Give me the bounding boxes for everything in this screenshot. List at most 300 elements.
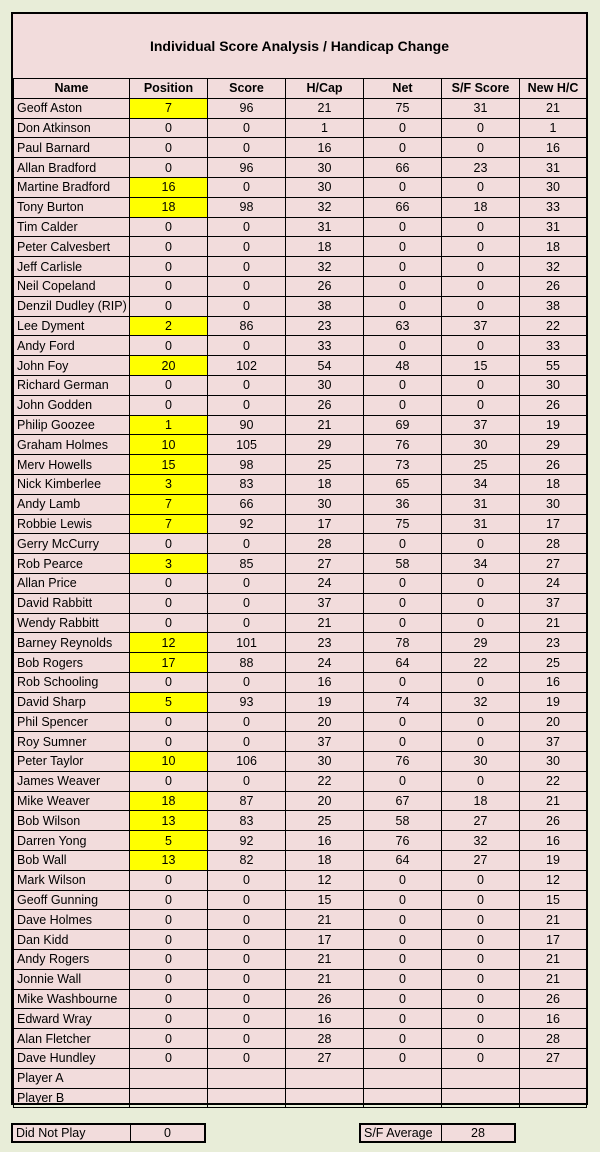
cell-hcap: 28: [286, 1029, 364, 1049]
cell-score: 0: [208, 890, 286, 910]
cell-hcap: 28: [286, 534, 364, 554]
cell-hcap: 25: [286, 811, 364, 831]
table-row: [14, 633, 587, 653]
cell-name: Roy Sumner: [14, 732, 130, 752]
cell-sf-score: 0: [442, 237, 520, 257]
cell-position: 0: [130, 534, 208, 554]
cell-sf-score: 32: [442, 831, 520, 851]
cell-sf-score: 0: [442, 1049, 520, 1069]
cell-net: 0: [364, 593, 442, 613]
cell-sf-score: 37: [442, 415, 520, 435]
cell-position: 7: [130, 98, 208, 118]
cell-score: 0: [208, 395, 286, 415]
cell-hcap: 37: [286, 732, 364, 752]
cell-hcap: 22: [286, 771, 364, 791]
cell-net: 76: [364, 435, 442, 455]
cell-position: 0: [130, 732, 208, 752]
cell-net: 78: [364, 633, 442, 653]
cell-sf-score: 0: [442, 1009, 520, 1029]
table-row: [14, 870, 587, 890]
cell-name: Bob Rogers: [14, 653, 130, 673]
cell-sf-score: 0: [442, 771, 520, 791]
cell-new-hc: 19: [520, 851, 587, 871]
cell-name: Geoff Gunning: [14, 890, 130, 910]
table-row: [14, 851, 587, 871]
cell-score: 0: [208, 276, 286, 296]
table-row: [14, 712, 587, 732]
cell-sf-score: [442, 1068, 520, 1088]
cell-net: 0: [364, 257, 442, 277]
cell-hcap: 16: [286, 672, 364, 692]
cell-hcap: 18: [286, 851, 364, 871]
table-row: [14, 969, 587, 989]
table-header-row: [14, 79, 587, 99]
column-header-name: Name: [14, 79, 130, 99]
cell-hcap: 30: [286, 494, 364, 514]
cell-position: 2: [130, 316, 208, 336]
cell-hcap: 30: [286, 375, 364, 395]
cell-hcap: 21: [286, 969, 364, 989]
cell-sf-score: 23: [442, 158, 520, 178]
cell-name: Barney Reynolds: [14, 633, 130, 653]
sf-average-box: [359, 1123, 516, 1143]
cell-net: 66: [364, 158, 442, 178]
table-row: [14, 276, 587, 296]
cell-score: 96: [208, 158, 286, 178]
cell-score: 0: [208, 237, 286, 257]
cell-hcap: 16: [286, 138, 364, 158]
cell-score: 106: [208, 752, 286, 772]
cell-net: 74: [364, 692, 442, 712]
cell-sf-score: 25: [442, 455, 520, 475]
cell-hcap: 18: [286, 474, 364, 494]
cell-name: Merv Howells: [14, 455, 130, 475]
cell-score: 105: [208, 435, 286, 455]
cell-new-hc: 25: [520, 653, 587, 673]
cell-position: 0: [130, 138, 208, 158]
cell-net: 48: [364, 356, 442, 376]
cell-position: 10: [130, 752, 208, 772]
cell-position: 0: [130, 613, 208, 633]
table-row: [14, 138, 587, 158]
cell-new-hc: 15: [520, 890, 587, 910]
cell-name: Mike Washbourne: [14, 989, 130, 1009]
cell-hcap: 32: [286, 257, 364, 277]
cell-position: 18: [130, 791, 208, 811]
cell-sf-score: 0: [442, 613, 520, 633]
cell-net: 76: [364, 752, 442, 772]
cell-score: 0: [208, 217, 286, 237]
cell-hcap: 29: [286, 435, 364, 455]
cell-score: 0: [208, 712, 286, 732]
table-row: [14, 296, 587, 316]
cell-net: 0: [364, 969, 442, 989]
cell-name: Andy Rogers: [14, 950, 130, 970]
cell-new-hc: 32: [520, 257, 587, 277]
table-row: [14, 593, 587, 613]
cell-position: 3: [130, 554, 208, 574]
cell-net: 0: [364, 237, 442, 257]
cell-position: [130, 1068, 208, 1088]
cell-score: 96: [208, 98, 286, 118]
cell-new-hc: 1: [520, 118, 587, 138]
cell-hcap: 37: [286, 593, 364, 613]
cell-new-hc: 22: [520, 316, 587, 336]
cell-new-hc: 26: [520, 455, 587, 475]
cell-name: Bob Wilson: [14, 811, 130, 831]
score-table-body: [14, 98, 587, 1108]
cell-score: 0: [208, 534, 286, 554]
cell-new-hc: 27: [520, 1049, 587, 1069]
cell-name: Peter Calvesbert: [14, 237, 130, 257]
cell-hcap: 30: [286, 177, 364, 197]
cell-new-hc: 26: [520, 811, 587, 831]
cell-score: 0: [208, 336, 286, 356]
cell-name: James Weaver: [14, 771, 130, 791]
cell-hcap: 33: [286, 336, 364, 356]
cell-net: 0: [364, 910, 442, 930]
cell-hcap: 27: [286, 554, 364, 574]
column-header-score: Score: [208, 79, 286, 99]
cell-net: 0: [364, 118, 442, 138]
cell-new-hc: 26: [520, 395, 587, 415]
cell-hcap: [286, 1088, 364, 1108]
cell-new-hc: 17: [520, 930, 587, 950]
table-row: [14, 415, 587, 435]
cell-name: Mike Weaver: [14, 791, 130, 811]
cell-position: 0: [130, 1049, 208, 1069]
cell-new-hc: 55: [520, 356, 587, 376]
cell-net: 76: [364, 831, 442, 851]
cell-position: 0: [130, 257, 208, 277]
cell-position: 15: [130, 455, 208, 475]
cell-name: Peter Taylor: [14, 752, 130, 772]
cell-position: 7: [130, 514, 208, 534]
cell-hcap: 32: [286, 197, 364, 217]
cell-score: 0: [208, 573, 286, 593]
column-header-position: Position: [130, 79, 208, 99]
table-row: [14, 950, 587, 970]
cell-sf-score: 0: [442, 217, 520, 237]
cell-hcap: 20: [286, 712, 364, 732]
cell-score: 0: [208, 771, 286, 791]
cell-position: 3: [130, 474, 208, 494]
cell-new-hc: 16: [520, 831, 587, 851]
cell-net: [364, 1088, 442, 1108]
cell-name: Nick Kimberlee: [14, 474, 130, 494]
cell-sf-score: 0: [442, 276, 520, 296]
cell-name: Rob Pearce: [14, 554, 130, 574]
table-row: [14, 514, 587, 534]
cell-new-hc: 30: [520, 752, 587, 772]
cell-new-hc: 30: [520, 494, 587, 514]
cell-sf-score: 22: [442, 653, 520, 673]
cell-score: [208, 1068, 286, 1088]
cell-hcap: 20: [286, 791, 364, 811]
column-header-sf-score: S/F Score: [442, 79, 520, 99]
cell-position: 13: [130, 851, 208, 871]
cell-new-hc: 20: [520, 712, 587, 732]
cell-sf-score: 0: [442, 573, 520, 593]
cell-net: 58: [364, 811, 442, 831]
cell-new-hc: 19: [520, 692, 587, 712]
cell-position: 0: [130, 395, 208, 415]
cell-net: 0: [364, 217, 442, 237]
table-row: [14, 910, 587, 930]
cell-new-hc: 33: [520, 336, 587, 356]
cell-hcap: 21: [286, 415, 364, 435]
score-sheet: [11, 12, 588, 1105]
cell-new-hc: 37: [520, 593, 587, 613]
cell-hcap: 23: [286, 633, 364, 653]
cell-score: 0: [208, 177, 286, 197]
cell-sf-score: 0: [442, 1029, 520, 1049]
sf-average-label: S/F Average: [361, 1125, 442, 1141]
cell-new-hc: 28: [520, 534, 587, 554]
cell-sf-score: 0: [442, 672, 520, 692]
cell-net: 0: [364, 375, 442, 395]
cell-net: 63: [364, 316, 442, 336]
cell-hcap: 26: [286, 276, 364, 296]
cell-name: Gerry McCurry: [14, 534, 130, 554]
cell-net: [364, 1068, 442, 1088]
cell-position: 7: [130, 494, 208, 514]
table-row: [14, 237, 587, 257]
cell-position: 10: [130, 435, 208, 455]
cell-net: 65: [364, 474, 442, 494]
cell-sf-score: 0: [442, 890, 520, 910]
cell-hcap: 1: [286, 118, 364, 138]
cell-position: 0: [130, 573, 208, 593]
table-row: [14, 98, 587, 118]
cell-score: 0: [208, 950, 286, 970]
cell-name: Philip Goozee: [14, 415, 130, 435]
cell-net: 0: [364, 1009, 442, 1029]
cell-score: 98: [208, 197, 286, 217]
cell-new-hc: 29: [520, 435, 587, 455]
cell-sf-score: 37: [442, 316, 520, 336]
cell-score: 0: [208, 138, 286, 158]
cell-hcap: 26: [286, 989, 364, 1009]
table-row: [14, 771, 587, 791]
cell-name: Andy Lamb: [14, 494, 130, 514]
cell-net: 0: [364, 138, 442, 158]
cell-sf-score: 27: [442, 811, 520, 831]
cell-score: 87: [208, 791, 286, 811]
cell-sf-score: 0: [442, 989, 520, 1009]
cell-score: 83: [208, 474, 286, 494]
cell-new-hc: 18: [520, 237, 587, 257]
cell-position: 0: [130, 296, 208, 316]
cell-sf-score: 0: [442, 296, 520, 316]
cell-new-hc: 24: [520, 573, 587, 593]
cell-hcap: 24: [286, 573, 364, 593]
cell-net: 0: [364, 534, 442, 554]
cell-net: 0: [364, 613, 442, 633]
cell-sf-score: 0: [442, 118, 520, 138]
page-title: Individual Score Analysis / Handicap Change: [149, 38, 449, 54]
cell-net: 0: [364, 573, 442, 593]
cell-new-hc: 33: [520, 197, 587, 217]
cell-name: Dave Hundley: [14, 1049, 130, 1069]
column-header-new-hc: New H/C: [520, 79, 587, 99]
cell-position: [130, 1088, 208, 1108]
cell-name: David Sharp: [14, 692, 130, 712]
cell-new-hc: 21: [520, 910, 587, 930]
cell-name: Geoff Aston: [14, 98, 130, 118]
table-row: [14, 494, 587, 514]
cell-net: 0: [364, 950, 442, 970]
cell-name: Allan Bradford: [14, 158, 130, 178]
cell-net: 64: [364, 851, 442, 871]
cell-name: Robbie Lewis: [14, 514, 130, 534]
cell-new-hc: 27: [520, 554, 587, 574]
cell-position: 0: [130, 969, 208, 989]
cell-name: Richard German: [14, 375, 130, 395]
cell-net: 0: [364, 771, 442, 791]
table-row: [14, 356, 587, 376]
cell-hcap: 21: [286, 950, 364, 970]
cell-hcap: 38: [286, 296, 364, 316]
cell-hcap: 30: [286, 158, 364, 178]
cell-name: Rob Schooling: [14, 672, 130, 692]
table-row: [14, 217, 587, 237]
table-row: [14, 732, 587, 752]
cell-sf-score: 34: [442, 554, 520, 574]
table-row: [14, 554, 587, 574]
cell-score: 90: [208, 415, 286, 435]
cell-name: Jeff Carlisle: [14, 257, 130, 277]
cell-position: 0: [130, 1009, 208, 1029]
cell-score: 88: [208, 653, 286, 673]
table-row: [14, 158, 587, 178]
cell-position: 0: [130, 712, 208, 732]
cell-position: 5: [130, 692, 208, 712]
table-row: [14, 989, 587, 1009]
cell-sf-score: 0: [442, 712, 520, 732]
cell-sf-score: 0: [442, 732, 520, 752]
cell-new-hc: 28: [520, 1029, 587, 1049]
cell-sf-score: 0: [442, 534, 520, 554]
cell-new-hc: 16: [520, 138, 587, 158]
cell-sf-score: 30: [442, 752, 520, 772]
cell-score: 0: [208, 672, 286, 692]
cell-position: 0: [130, 910, 208, 930]
table-row: [14, 573, 587, 593]
table-row: [14, 197, 587, 217]
table-row: [14, 752, 587, 772]
cell-new-hc: 23: [520, 633, 587, 653]
did-not-play-value: 0: [164, 1126, 171, 1140]
cell-position: 0: [130, 870, 208, 890]
score-table: [13, 78, 587, 1108]
cell-score: 0: [208, 930, 286, 950]
cell-name: Don Atkinson: [14, 118, 130, 138]
cell-net: 0: [364, 672, 442, 692]
cell-score: 101: [208, 633, 286, 653]
cell-hcap: 16: [286, 1009, 364, 1029]
table-row: [14, 435, 587, 455]
cell-new-hc: 26: [520, 989, 587, 1009]
table-row: [14, 692, 587, 712]
cell-position: 17: [130, 653, 208, 673]
cell-net: 0: [364, 276, 442, 296]
table-row: [14, 534, 587, 554]
cell-sf-score: 0: [442, 395, 520, 415]
cell-name: Jonnie Wall: [14, 969, 130, 989]
cell-sf-score: 15: [442, 356, 520, 376]
cell-score: 86: [208, 316, 286, 336]
cell-hcap: 54: [286, 356, 364, 376]
table-row: [14, 257, 587, 277]
cell-name: Lee Dyment: [14, 316, 130, 336]
cell-net: 67: [364, 791, 442, 811]
column-header-hcap: H/Cap: [286, 79, 364, 99]
cell-hcap: 26: [286, 395, 364, 415]
cell-sf-score: 0: [442, 870, 520, 890]
did-not-play-box: [11, 1123, 206, 1143]
cell-net: 0: [364, 177, 442, 197]
cell-new-hc: 21: [520, 791, 587, 811]
table-row: [14, 316, 587, 336]
cell-position: 0: [130, 1029, 208, 1049]
table-row: [14, 613, 587, 633]
table-row: [14, 653, 587, 673]
cell-hcap: 19: [286, 692, 364, 712]
cell-hcap: 17: [286, 514, 364, 534]
sf-average-value: 28: [471, 1126, 485, 1140]
cell-position: 0: [130, 158, 208, 178]
cell-name: Tim Calder: [14, 217, 130, 237]
cell-position: 0: [130, 336, 208, 356]
table-row: [14, 890, 587, 910]
cell-position: 0: [130, 890, 208, 910]
cell-new-hc: [520, 1088, 587, 1108]
cell-position: 12: [130, 633, 208, 653]
cell-hcap: 21: [286, 613, 364, 633]
cell-hcap: 25: [286, 455, 364, 475]
cell-new-hc: 38: [520, 296, 587, 316]
cell-score: 0: [208, 870, 286, 890]
cell-position: 0: [130, 276, 208, 296]
cell-name: Player A: [14, 1068, 130, 1088]
cell-score: 92: [208, 831, 286, 851]
cell-score: 0: [208, 296, 286, 316]
cell-net: 0: [364, 732, 442, 752]
table-row: [14, 831, 587, 851]
cell-name: Denzil Dudley (RIP): [14, 296, 130, 316]
cell-net: 36: [364, 494, 442, 514]
cell-position: 16: [130, 177, 208, 197]
cell-position: 0: [130, 950, 208, 970]
cell-new-hc: 16: [520, 1009, 587, 1029]
cell-hcap: 16: [286, 831, 364, 851]
column-header-net: Net: [364, 79, 442, 99]
table-row: [14, 455, 587, 475]
did-not-play-label: Did Not Play: [13, 1125, 131, 1141]
cell-score: 0: [208, 593, 286, 613]
cell-net: 69: [364, 415, 442, 435]
cell-sf-score: 0: [442, 138, 520, 158]
cell-name: Darren Yong: [14, 831, 130, 851]
cell-position: 1: [130, 415, 208, 435]
cell-net: 0: [364, 1029, 442, 1049]
table-row: [14, 474, 587, 494]
cell-score: 93: [208, 692, 286, 712]
table-row: [14, 375, 587, 395]
cell-name: Wendy Rabbitt: [14, 613, 130, 633]
cell-net: 73: [364, 455, 442, 475]
